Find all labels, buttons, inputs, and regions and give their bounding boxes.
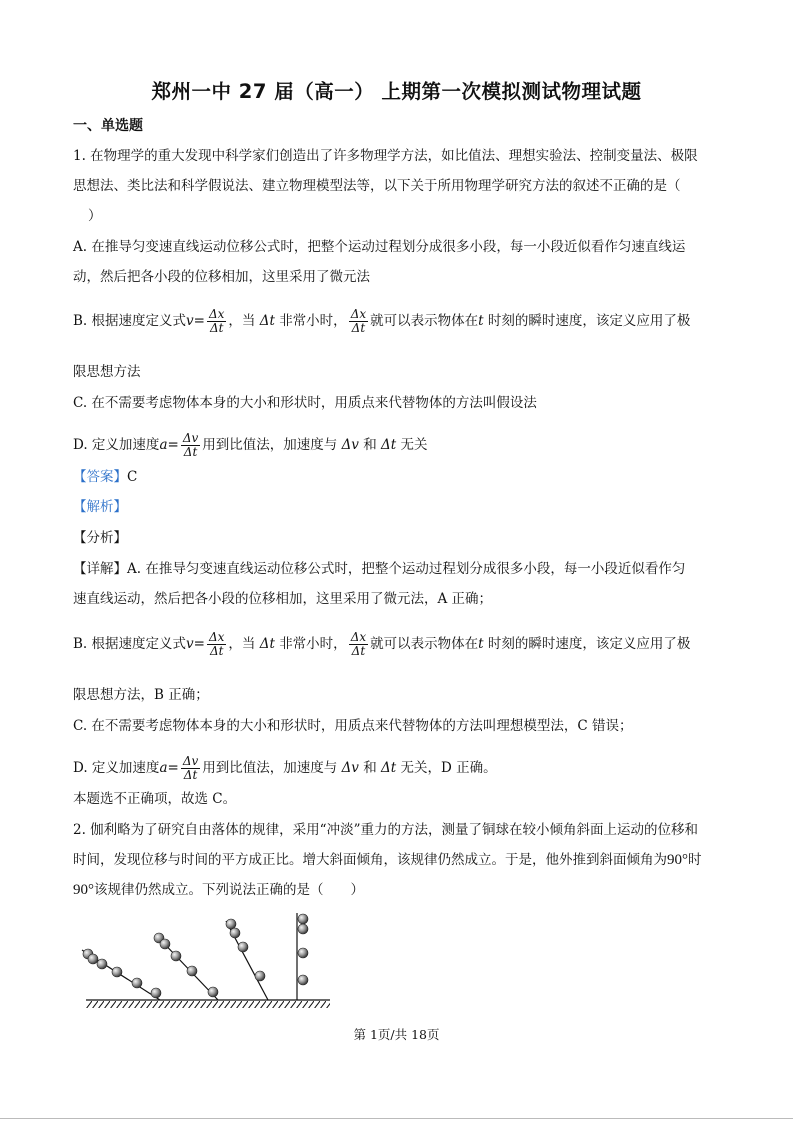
v-equals: v= bbox=[186, 313, 205, 329]
text-segment: 用到比值法，加速度与 bbox=[202, 437, 338, 453]
fraction-numerator: Δx bbox=[350, 630, 367, 644]
q1-option-b-line-2: 限思想方法 bbox=[73, 364, 141, 380]
delta-v: Δv bbox=[341, 437, 359, 453]
analysis-label: 【解析】 bbox=[73, 499, 127, 515]
text-segment: 时刻的瞬时速度，该定义应用了极 bbox=[487, 313, 691, 329]
acceleration-fraction bbox=[181, 755, 200, 782]
page-footer: 第 1页/共 18页 bbox=[353, 1027, 440, 1042]
text-segment: 就可以表示物体在 bbox=[370, 313, 479, 329]
text-segment: 非常小时， bbox=[279, 313, 347, 329]
text-segment: 就可以表示物体在 bbox=[370, 636, 479, 652]
q2-line-3 bbox=[73, 880, 364, 900]
detail-option-d bbox=[73, 755, 497, 782]
text-segment: 该规律仍然成立。下列说法正确的是（ ） bbox=[94, 882, 364, 898]
text-segment: B. 根据速度定义式 bbox=[73, 636, 187, 652]
delta-v: Δv bbox=[341, 760, 359, 776]
fraction-numerator: Δx bbox=[350, 307, 367, 321]
angle-value: 90° bbox=[667, 852, 688, 868]
a-equals: a= bbox=[159, 760, 179, 776]
q1-option-a-line-1: A. 在推导匀变速直线运动位移公式时，把整个运动过程划分成很多小段，每一小段近似看作匀速直线运 bbox=[73, 239, 686, 255]
text-segment: ，当 bbox=[228, 313, 256, 329]
text-segment: 和 bbox=[363, 760, 377, 776]
fraction-denominator: Δt bbox=[209, 644, 224, 658]
text-segment: 时刻的瞬时速度，该定义应用了极 bbox=[487, 636, 691, 652]
fraction-numerator: Δx bbox=[208, 630, 225, 644]
delta-t: Δt bbox=[381, 437, 397, 453]
fraction-denominator: Δt bbox=[209, 321, 224, 335]
detail-line-1 bbox=[73, 559, 685, 579]
detail-option-c: C. 在不需要考虑物体本身的大小和形状时，用质点来代替物体的方法叫理想模型法，C 错误； bbox=[73, 718, 633, 734]
delta-t: Δt bbox=[381, 760, 397, 776]
fraction-numerator: Δx bbox=[208, 307, 225, 321]
answer-label: 【答案】 bbox=[73, 469, 127, 485]
delta-t: Δt bbox=[259, 313, 275, 329]
text-segment: ，当 bbox=[228, 636, 256, 652]
text-segment: 无关，D 正确。 bbox=[400, 760, 497, 776]
q2-line-1: 2. 伽利略为了研究自由落体的规律，采用“冲淡”重力的方法，测量了铜球在较小倾角斜面上运动的位移和 bbox=[73, 822, 698, 838]
text-segment: 和 bbox=[363, 437, 377, 453]
q1-stem-line-1: 1. 在物理学的重大发现中科学家们创造出了许多物理学方法，如比值法、理想实验法、控制变量法、极限 bbox=[73, 148, 698, 164]
text-segment: D. 定义加速度 bbox=[73, 437, 160, 453]
fraction-denominator: Δt bbox=[351, 321, 366, 335]
q1-stem-line-3: ） bbox=[88, 208, 102, 224]
ratio-fraction bbox=[349, 631, 368, 658]
velocity-fraction bbox=[207, 308, 226, 335]
answer-line bbox=[73, 467, 137, 487]
inclined-planes-figure bbox=[80, 905, 340, 1010]
q2-line-2 bbox=[73, 850, 702, 870]
text-segment: 无关 bbox=[400, 437, 428, 453]
detail-option-b bbox=[73, 631, 690, 658]
section-heading: 一、单选题 bbox=[73, 118, 143, 134]
detail-line-2: 速直线运动，然后把各小段的位移相加，这里采用了微元法，A 正确； bbox=[73, 591, 493, 607]
angle-value: 90° bbox=[73, 882, 94, 898]
q1-option-b-prefix: B. 根据速度定义式 bbox=[73, 313, 187, 329]
fenxi-label: 【分析】 bbox=[73, 530, 127, 546]
text-segment: 非常小时， bbox=[279, 636, 347, 652]
t-variable: t bbox=[478, 313, 484, 329]
q1-stem-line-2: 思想法、类比法和科学假说法、建立物理模型法等，以下关于所用物理学研究方法的叙述不正确的是（ bbox=[73, 178, 681, 194]
text-segment: 时 bbox=[688, 852, 702, 868]
fraction-denominator: Δt bbox=[183, 768, 198, 782]
velocity-fraction bbox=[207, 631, 226, 658]
q1-option-c: C. 在不需要考虑物体本身的大小和形状时，用质点来代替物体的方法叫假设法 bbox=[73, 395, 537, 411]
detail-label: 【详解】 bbox=[73, 561, 127, 577]
ground bbox=[86, 1000, 330, 1008]
page-title: 郑州一中 27 届（高一） 上期第一次模拟测试物理试题 bbox=[151, 80, 642, 103]
text-segment: 用到比值法，加速度与 bbox=[202, 760, 338, 776]
text-segment: A. 在推导匀变速直线运动位移公式时，把整个运动过程划分成很多小段，每一小段近似看作匀 bbox=[127, 561, 686, 577]
fraction-denominator: Δt bbox=[351, 644, 366, 658]
bottom-divider bbox=[0, 1118, 793, 1119]
fraction-numerator: Δv bbox=[182, 431, 199, 445]
ratio-fraction bbox=[349, 308, 368, 335]
fraction-numerator: Δv bbox=[182, 754, 199, 768]
answer-value: C bbox=[127, 469, 138, 485]
q1-option-b bbox=[73, 308, 690, 335]
v-equals: v= bbox=[186, 636, 205, 652]
text-segment: 时间，发现位移与时间的平方成正比。增大斜面倾角，该规律仍然成立。于是，他外推到斜面倾角为 bbox=[73, 852, 667, 868]
delta-t: Δt bbox=[259, 636, 275, 652]
q1-option-d bbox=[73, 432, 428, 459]
conclusion: 本题选不正确项，故选 C。 bbox=[73, 791, 237, 807]
text-segment: D. 定义加速度 bbox=[73, 760, 160, 776]
t-variable: t bbox=[478, 636, 484, 652]
acceleration-fraction bbox=[181, 432, 200, 459]
a-equals: a= bbox=[159, 437, 179, 453]
detail-option-b-line-2: 限思想方法，B 正确； bbox=[73, 687, 209, 703]
fraction-denominator: Δt bbox=[183, 445, 198, 459]
q1-option-a-line-2: 动，然后把各小段的位移相加，这里采用了微元法 bbox=[73, 269, 370, 285]
balls bbox=[83, 914, 308, 998]
